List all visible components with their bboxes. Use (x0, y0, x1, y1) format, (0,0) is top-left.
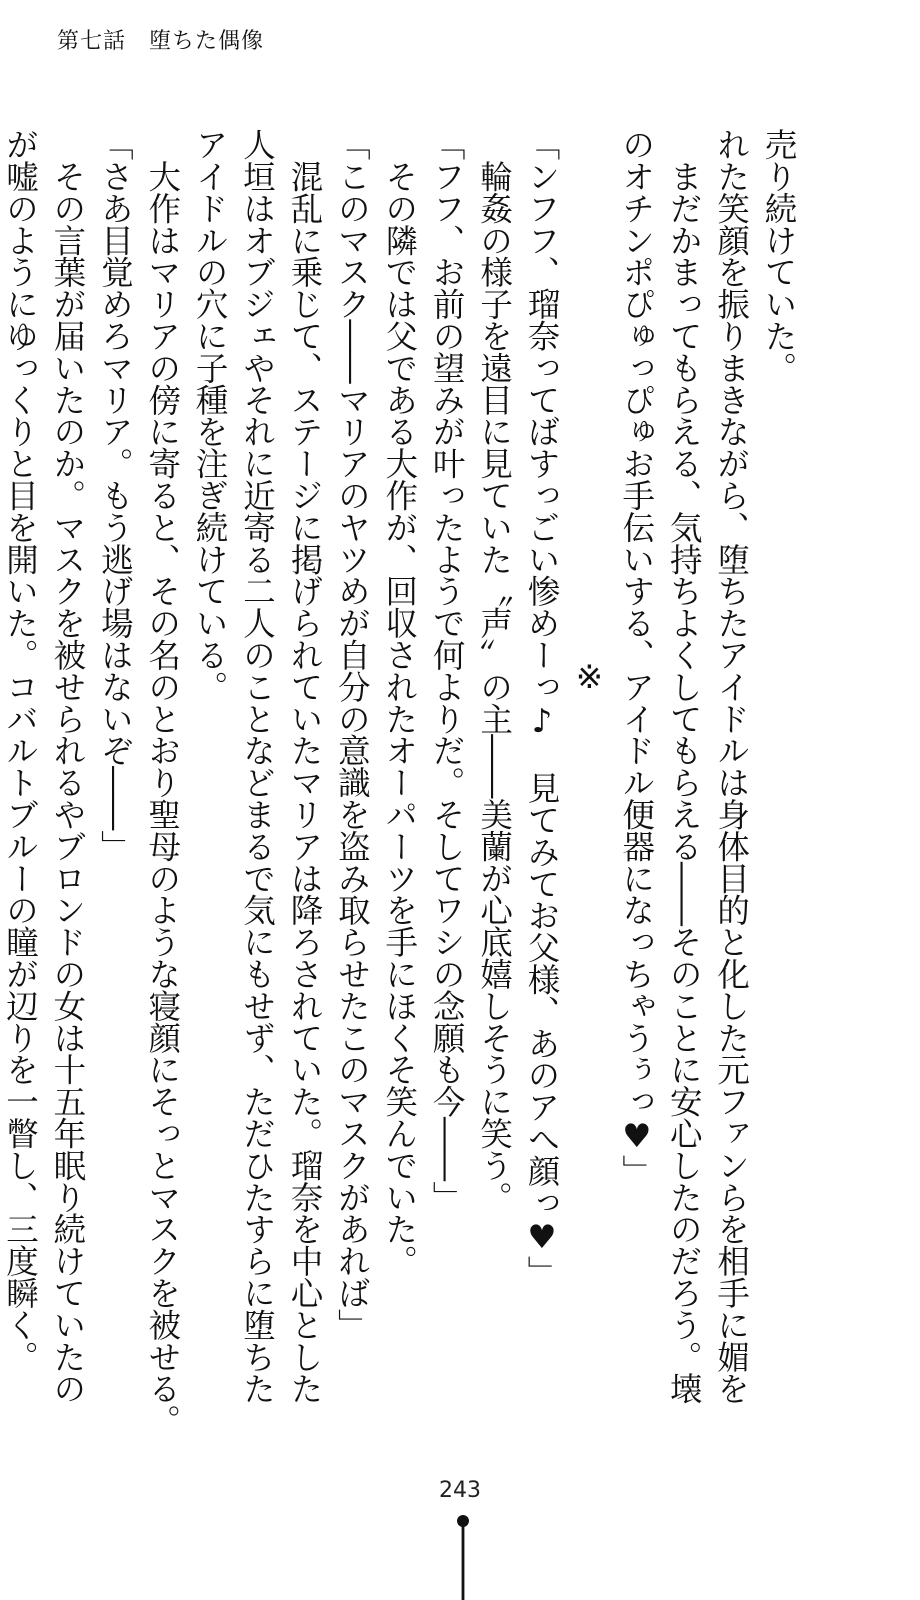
text-line: 売り続けていた。 (760, 128, 798, 384)
page-number: 243 (439, 1478, 481, 1503)
text-line: その隣では父である大作が、回収されたオーパーツを手にほくそ笑んでいた。 (380, 128, 419, 1277)
vertical-body-text (1, 128, 802, 1436)
text-line: れた笑顔を振りまきながら、堕ちたアイドルは身体目的と化した元ファンらを相手に媚を (712, 128, 751, 1405)
chapter-title: 第七話 堕ちた偶像 (57, 29, 265, 54)
text-line: のオチンポぴゅっぴゅお手伝いする、アイドル便器になっちゃうぅっ♥」 (617, 128, 656, 1187)
text-line: 「さあ目覚めろマリア。もう逃げ場はないぞ――」 (96, 128, 135, 862)
text-line: 「ンフフ、瑠奈ってばすっごい惨めーっ♪ 見てみてお父様、あのアへ顔っ♥」 (522, 128, 561, 1288)
text-line: が嘘のようにゆっくりと目を開いた。コバルトブルーの瞳が辺りを一瞥し、三度瞬く。 (1, 128, 40, 1373)
text-line: アイドルの穴に子種を注ぎ続けている。 (191, 128, 230, 703)
text-line: 大作はマリアの傍に寄ると、その名のとおり聖母のような寝顔にそっとマスクを被せる。 (143, 128, 182, 1436)
text-line: 人垣はオブジェやそれに近寄る二人のことなどまるで気にもせず、ただひたすらに堕ちた (238, 128, 277, 1405)
text-line: その言葉が届いたのか。マスクを被せられるやブロンドの女は十五年眠り続けていたの (48, 128, 87, 1405)
text-line: まだかまってもらえる、気持ちよくしてもらえる――そのことに安心したのだろう。壊 (665, 128, 704, 1405)
text-line: 混乱に乗じて、ステージに掲げられていたマリアは降ろされていた。瑠奈を中心とした (285, 128, 324, 1405)
text-line: 輪姦の様子を遠目に見ていた〝声〟の主――美蘭が心底嬉しそうに笑う。 (475, 128, 514, 1213)
scene-break-mark: ※ (570, 658, 609, 696)
text-line: 「フフ、お前の望みが叶ったようで何よりだ。そしてワシの念願も今――」 (428, 128, 467, 1213)
page-marker-icon (453, 1512, 473, 1600)
text-line: 「このマスク――マリアのヤツめが自分の意識を盗み取らせたこのマスクがあれば」 (333, 128, 372, 1341)
